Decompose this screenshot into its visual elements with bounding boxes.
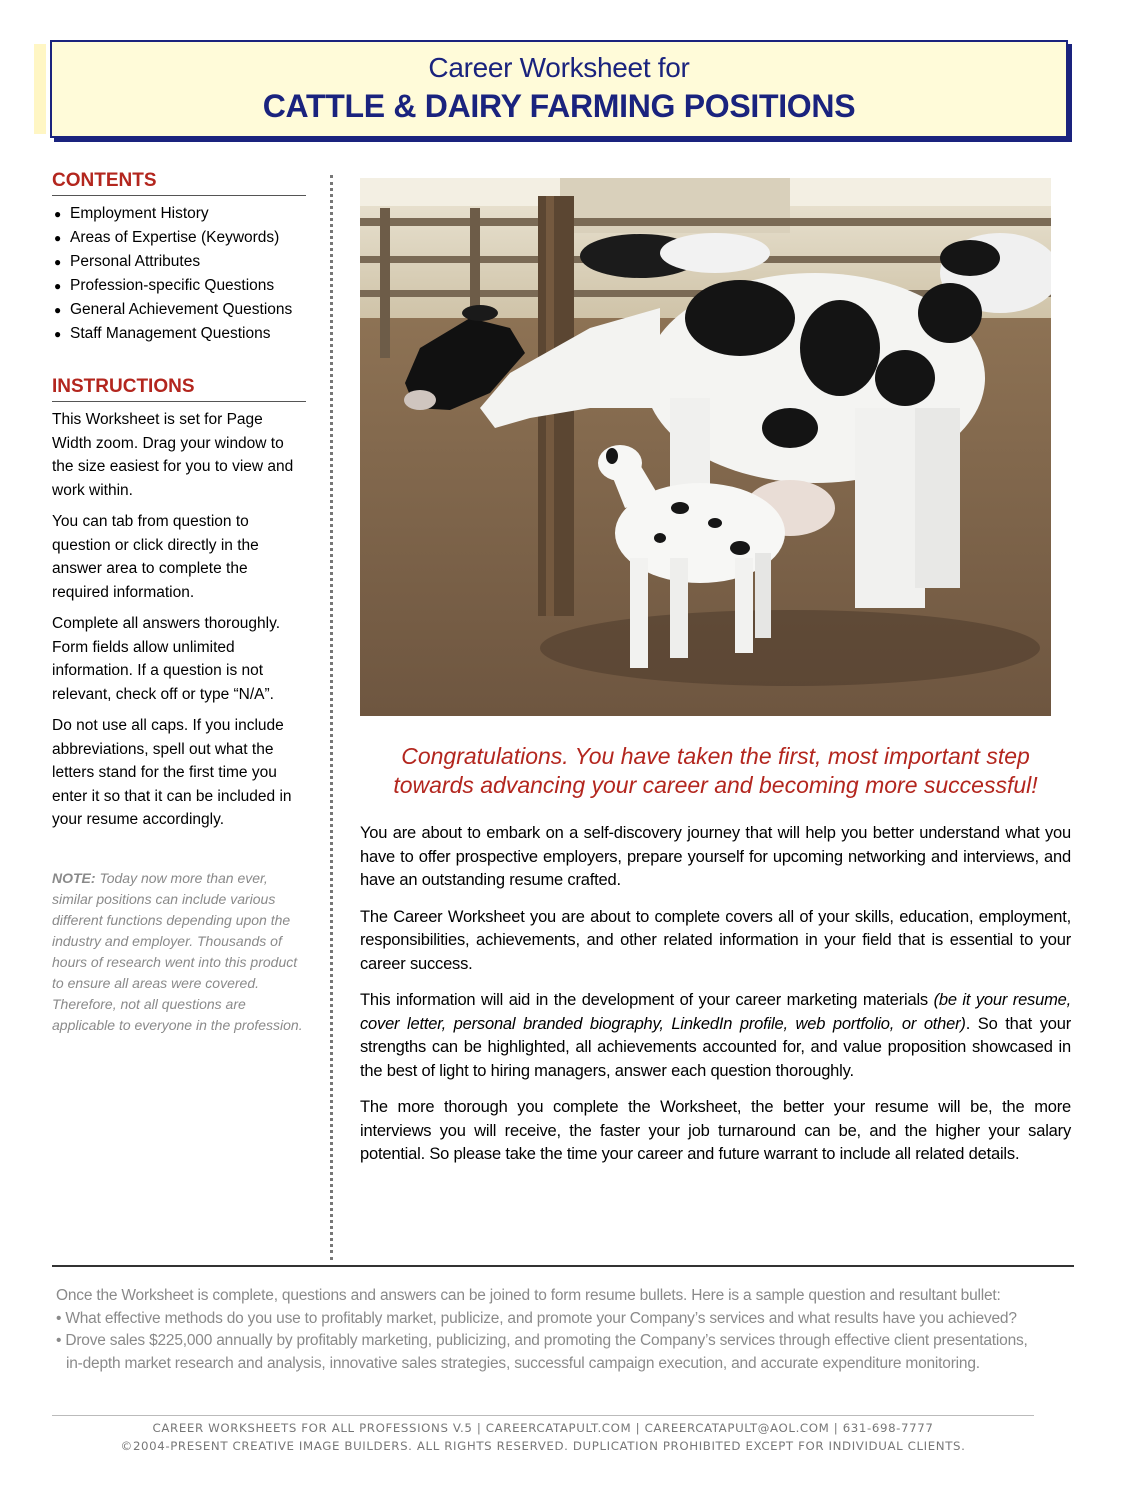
contents-item[interactable]: ● Profession-specific Questions [52, 274, 306, 298]
footer-copyright: ©2004-PRESENT CREATIVE IMAGE BUILDERS. ALL RIGHTS RESERVED. DUPLICATION PROHIBITED EXCEPT FOR INDIVIDUAL CLIENTS. [120, 1439, 966, 1453]
title-line-1: Career Worksheet for [428, 52, 690, 83]
instructions-paragraph: This Worksheet is set for Page Width zoom. Drag your window to the size easiest for you to view and work within. [52, 411, 294, 499]
column-divider [330, 175, 333, 1260]
contents-item[interactable]: ● Areas of Expertise (Keywords) [52, 226, 306, 250]
sample-question: • What effective methods do you use to profitably market, publicize, and promote your Company’s services and what results have you achieved? [56, 1309, 1017, 1327]
bullet-icon: ● [54, 207, 62, 221]
title-banner-accent [34, 44, 46, 134]
intro-body [360, 822, 1071, 1180]
title-banner [50, 40, 1068, 138]
bullet-icon: ● [54, 327, 62, 341]
sample-bullet-block [56, 1285, 1076, 1375]
contents-item[interactable]: ● Employment History [52, 202, 306, 226]
materials-list: (be it your resume, cover letter, personal branded biography, LinkedIn profile, web portfolio, or other) [360, 991, 1071, 1033]
contents-item[interactable]: ● Staff Management Questions [52, 322, 306, 346]
instructions-paragraph: Complete all answers thoroughly. Form fields allow unlimited information. If a question is not relevant, check off or type “N/A”. [52, 615, 281, 703]
contents-list [52, 202, 306, 346]
instructions-paragraph: You can tab from question to question or click directly in the answer area to complete the required information. [52, 513, 259, 601]
intro-paragraph-1: You are about to embark on a self-discovery journey that will help you better understand what you have to offer prospective employers, prepare yourself for upcoming networking and interviews, and have an outstanding resume crafted. [360, 824, 1071, 889]
contents-item[interactable]: ● Personal Attributes [52, 250, 306, 274]
instructions-paragraph: Do not use all caps. If you include abbreviations, spell out what the letters stand for the first time you enter it so that it can be included in your resume accordingly. [52, 717, 292, 828]
sample-bullet: • Drove sales $225,000 annually by profitably marketing, publicizing, and promoting the Company’s services through effective client presentations, [56, 1332, 1028, 1349]
congrats-line-2: towards advancing your career and becoming more successful! [393, 772, 1038, 798]
congrats-line-1: Congratulations. You have taken the first, most important step [401, 743, 1030, 769]
bullet-icon: ● [54, 279, 62, 293]
bullet-icon: ● [54, 231, 62, 245]
footer-divider [52, 1415, 1034, 1416]
photo-illustration [360, 178, 1051, 716]
bullet-icon: ● [54, 255, 62, 269]
sidebar [52, 170, 306, 1036]
contents-item[interactable]: ● General Achievement Questions [52, 298, 306, 322]
note-label: NOTE: [52, 869, 96, 886]
instructions-body [52, 408, 306, 832]
title-line-2: CATTLE & DAIRY FARMING POSITIONS [262, 88, 856, 124]
section-divider [52, 1265, 1074, 1267]
note-text [52, 868, 306, 1036]
intro-paragraph-2: The Career Worksheet you are about to complete covers all of your skills, education, employment, responsibilities, achievements, and other related information in your field that is essential to your career success. [360, 907, 1071, 973]
note-body: Today now more than ever, similar positions can include various different functions depending upon the industry and employer. Thousands of hours of research went into this product to ensure all areas were covered. Therefore, not all questions are applicable to everyone in the profession. [52, 869, 303, 1033]
instructions-heading: INSTRUCTIONS [52, 376, 306, 402]
contents-heading: CONTENTS [52, 170, 306, 196]
intro-paragraph-4: The more thorough you complete the Worksheet, the better your resume will be, the more interviews you will receive, the faster your job turnaround can be, and the higher your salary potential. So please take the time your career and future warrant to include all related details. [360, 1098, 1071, 1163]
sample-intro: Once the Worksheet is complete, questions and answers can be joined to form resume bullets. Here is a sample question and resultant bullet: [56, 1287, 1001, 1304]
cow-and-calf-photo [360, 178, 1051, 716]
footer [52, 1419, 1034, 1455]
sample-bullet-continued: in-depth market research and analysis, innovative sales strategies, successful campaign execution, and accurate expenditure monitoring. [66, 1354, 980, 1372]
bullet-icon: ● [54, 303, 62, 317]
intro-paragraph-3: This information will aid in the development of your career marketing materials (be it your resume, cover letter, personal branded biography, LinkedIn profile, web portfolio, or other). So that your strengths can be highlighted, all achievements accounted for, and value proposition showcased in the best of light to hiring managers, answer each question thoroughly. [360, 991, 1071, 1080]
congratulations-heading [360, 742, 1071, 800]
footer-contact: CAREER WORKSHEETS FOR ALL PROFESSIONS V.5 | CAREERCATAPULT.COM | CAREERCATAPULT@AOL.COM | 631-698-7777 [152, 1421, 934, 1435]
